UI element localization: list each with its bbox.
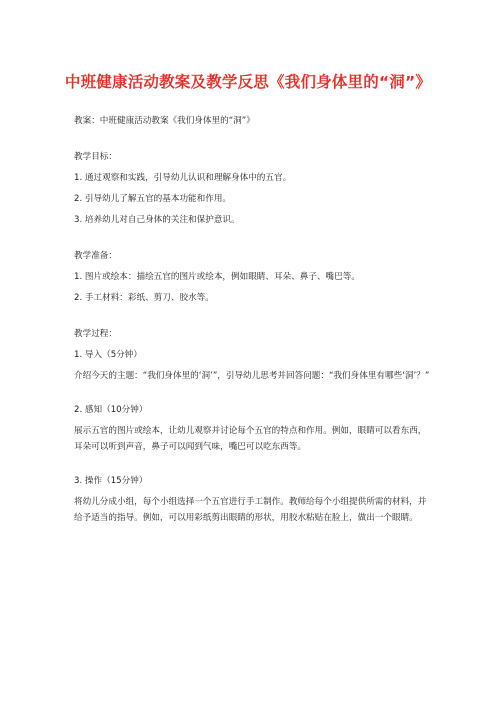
step-heading: 1. 导入（5分钟） [74, 350, 142, 360]
goals-heading: 教学目标： [74, 152, 117, 162]
prep-heading: 教学准备： [74, 251, 117, 261]
step-text: 将幼儿分成小组，每个小组选择一个五官进行手工制作。教师给每个小组提供所需的材料，并给予适当的指导。例如，可以用彩纸剪出眼睛的形状，用胶水粘贴在脸上，做出一个眼睛。 [74, 497, 427, 523]
goal-item: 2. 引导幼儿了解五官的基本功能和作用。 [74, 194, 232, 204]
document-title: 中班健康活动教案及教学反思《我们身体里的“洞”》 [64, 73, 432, 91]
step-heading: 3. 操作（15分钟） [74, 476, 148, 486]
step-text: 展示五官的图片或绘本，让幼儿观察并讨论每个五官的特点和作用。例如，眼睛可以看东西，耳朵可以听到声音，鼻子可以闻到气味，嘴巴可以吃东西等。 [74, 426, 427, 452]
step-text: 介绍今天的主题：“我们身体里的‘洞’”，引导幼儿思考并回答问题：“我们身体里有哪些‘洞’？” [74, 371, 430, 381]
prep-item: 1. 图片或绘本：描绘五官的图片或绘本，例如眼睛、耳朵、鼻子、嘴巴等。 [74, 272, 360, 282]
intro-text: 教案：中班健康活动教案《我们身体里的“洞”》 [74, 116, 255, 126]
process-heading: 教学过程： [74, 329, 117, 339]
prep-item: 2. 手工材料：彩纸、剪刀、胶水等。 [74, 293, 214, 303]
step-heading: 2. 感知（10分钟） [74, 405, 148, 415]
document-body [74, 113, 434, 526]
goal-item: 3. 培养幼儿对自己身体的关注和保护意识。 [74, 215, 240, 225]
goal-item: 1. 通过观察和实践，引导幼儿认识和理解身体中的五官。 [74, 173, 292, 183]
